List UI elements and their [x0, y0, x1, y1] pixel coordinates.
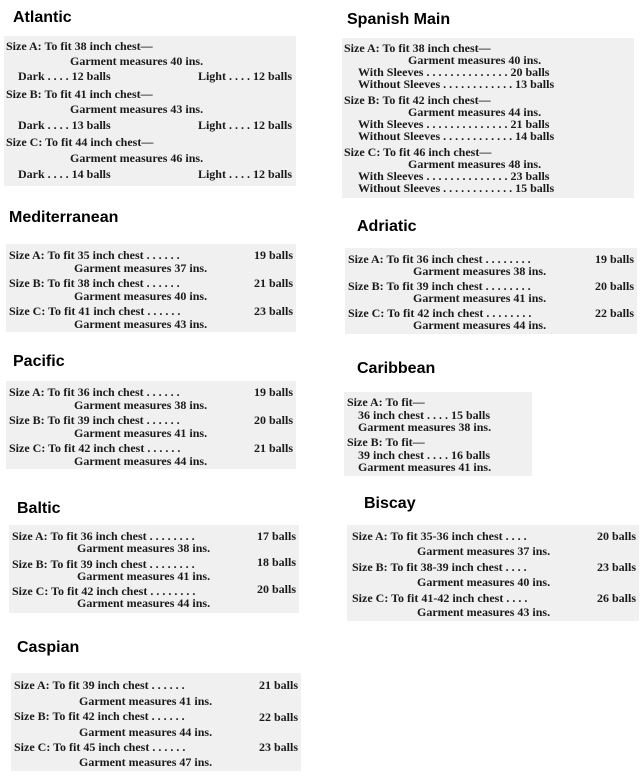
caribbean-size-a-fit: 36 inch chest . . . . 15 balls: [358, 408, 491, 422]
biscay-size-b-measure: Garment measures 40 ins.: [417, 575, 551, 589]
caspian-size-a-fit: Size A: To fit 39 inch chest . . . . . .: [14, 678, 185, 692]
section-title-caspian: Caspian: [17, 639, 80, 656]
mediterranean-size-a-balls: 19 balls: [253, 248, 293, 262]
adriatic-size-a-balls: 19 balls: [594, 252, 634, 266]
baltic-size-c-measure: Garment measures 44 ins.: [77, 596, 211, 610]
atlantic-size-a-measure: Garment measures 40 ins.: [70, 54, 204, 68]
adriatic-size-c-balls: 22 balls: [594, 306, 634, 320]
caspian-size-b-balls: 22 balls: [258, 710, 298, 724]
caspian-size-table: [11, 673, 301, 771]
spanish-main-size-a-without-sleeves: Without Sleeves . . . . . . . . . . . . 13 balls: [358, 77, 555, 91]
caribbean-size-a-measure: Garment measures 38 ins.: [358, 420, 492, 434]
section-title-adriatic: Adriatic: [357, 218, 417, 235]
atlantic-size-b-heading: Size B: To fit 41 inch chest—: [6, 87, 153, 101]
mediterranean-size-a-measure: Garment measures 37 ins.: [74, 261, 208, 275]
adriatic-size-b-fit: Size B: To fit 39 inch chest . . . . . . . .: [348, 279, 531, 293]
pacific-size-b-measure: Garment measures 41 ins.: [74, 426, 208, 440]
atlantic-size-c-dark: Dark . . . . 14 balls: [18, 167, 111, 181]
atlantic-size-a-heading: Size A: To fit 38 inch chest—: [6, 39, 153, 53]
spanish-main-size-a-with-sleeves: With Sleeves . . . . . . . . . . . . . . 20 balls: [358, 65, 550, 79]
mediterranean-size-b-measure: Garment measures 40 ins.: [74, 289, 208, 303]
caribbean-size-table: [344, 392, 532, 476]
spanish-main-size-a-measure: Garment measures 40 ins.: [408, 53, 542, 67]
section-title-spanish-main: Spanish Main: [347, 11, 451, 28]
baltic-size-b-measure: Garment measures 41 ins.: [77, 569, 211, 583]
mediterranean-size-table: [6, 244, 296, 332]
pacific-size-b-fit: Size B: To fit 39 inch chest . . . . . .: [9, 413, 180, 427]
spanish-main-size-a-heading: Size A: To fit 38 inch chest—: [344, 41, 491, 55]
mediterranean-size-b-balls: 21 balls: [253, 276, 293, 290]
section-title-pacific: Pacific: [13, 353, 65, 370]
atlantic-size-c-measure: Garment measures 46 ins.: [70, 151, 204, 165]
baltic-size-table: [9, 525, 299, 613]
caribbean-size-b-measure: Garment measures 41 ins.: [358, 460, 492, 474]
adriatic-size-b-measure: Garment measures 41 ins.: [413, 291, 547, 305]
pacific-size-a-measure: Garment measures 38 ins.: [74, 398, 208, 412]
atlantic-size-table: [4, 36, 296, 186]
mediterranean-size-c-fit: Size C: To fit 41 inch chest . . . . . .: [9, 304, 181, 318]
section-title-biscay: Biscay: [364, 495, 416, 512]
biscay-size-b-fit: Size B: To fit 38-39 inch chest . . . .: [352, 560, 527, 574]
baltic-size-a-balls: 17 balls: [256, 529, 296, 543]
caspian-size-a-balls: 21 balls: [258, 678, 298, 692]
pacific-size-a-fit: Size A: To fit 36 inch chest . . . . . .: [9, 385, 180, 399]
section-title-baltic: Baltic: [17, 500, 61, 517]
caspian-size-b-measure: Garment measures 44 ins.: [79, 725, 213, 739]
biscay-size-table: [347, 525, 639, 621]
mediterranean-size-c-balls: 23 balls: [253, 304, 293, 318]
spanish-main-size-b-with-sleeves: With Sleeves . . . . . . . . . . . . . . 21 balls: [358, 117, 550, 131]
biscay-size-a-fit: Size A: To fit 35-36 inch chest . . . .: [352, 529, 527, 543]
pacific-size-a-balls: 19 balls: [253, 385, 293, 399]
baltic-size-a-measure: Garment measures 38 ins.: [77, 541, 211, 555]
caribbean-size-a-heading: Size A: To fit—: [347, 395, 425, 409]
baltic-size-b-fit: Size B: To fit 39 inch chest . . . . . . . .: [12, 557, 195, 571]
adriatic-size-c-measure: Garment measures 44 ins.: [413, 318, 547, 332]
section-title-atlantic: Atlantic: [13, 9, 72, 26]
pacific-size-c-fit: Size C: To fit 42 inch chest . . . . . .: [9, 441, 181, 455]
mediterranean-size-a-fit: Size A: To fit 35 inch chest . . . . . .: [9, 248, 180, 262]
spanish-main-size-c-measure: Garment measures 48 ins.: [408, 157, 542, 171]
spanish-main-size-c-without-sleeves: Without Sleeves . . . . . . . . . . . . 15 balls: [358, 181, 555, 195]
caspian-size-b-fit: Size B: To fit 42 inch chest . . . . . .: [14, 709, 185, 723]
biscay-size-a-balls: 20 balls: [596, 529, 636, 543]
pacific-size-c-balls: 21 balls: [253, 441, 293, 455]
spanish-main-size-b-without-sleeves: Without Sleeves . . . . . . . . . . . . 14 balls: [358, 129, 555, 143]
adriatic-size-b-balls: 20 balls: [594, 279, 634, 293]
baltic-size-b-balls: 18 balls: [256, 555, 296, 569]
biscay-size-c-balls: 26 balls: [596, 591, 636, 605]
adriatic-size-a-measure: Garment measures 38 ins.: [413, 264, 547, 278]
atlantic-size-c-heading: Size C: To fit 44 inch chest—: [6, 135, 154, 149]
caspian-size-c-fit: Size C: To fit 45 inch chest . . . . . .: [14, 740, 186, 754]
pacific-size-c-measure: Garment measures 44 ins.: [74, 454, 208, 468]
biscay-size-a-measure: Garment measures 37 ins.: [417, 544, 551, 558]
adriatic-size-table: [345, 248, 637, 334]
spanish-main-size-table: [342, 38, 634, 198]
atlantic-size-a-dark: Dark . . . . 12 balls: [18, 69, 111, 83]
spanish-main-size-b-heading: Size B: To fit 42 inch chest—: [344, 93, 491, 107]
atlantic-size-a-light: Light . . . . 12 balls: [197, 69, 292, 83]
caspian-size-c-measure: Garment measures 47 ins.: [79, 755, 213, 769]
atlantic-size-b-measure: Garment measures 43 ins.: [70, 102, 204, 116]
caspian-size-a-measure: Garment measures 41 ins.: [79, 694, 213, 708]
caribbean-size-b-fit: 39 inch chest . . . . 16 balls: [358, 448, 491, 462]
biscay-size-c-measure: Garment measures 43 ins.: [417, 605, 551, 619]
baltic-size-c-fit: Size C: To fit 42 inch chest . . . . . . . .: [12, 584, 196, 598]
atlantic-size-b-light: Light . . . . 12 balls: [197, 118, 292, 132]
spanish-main-size-c-heading: Size C: To fit 46 inch chest—: [344, 145, 492, 159]
baltic-size-c-balls: 20 balls: [256, 582, 296, 596]
baltic-size-a-fit: Size A: To fit 36 inch chest . . . . . . . .: [12, 529, 195, 543]
atlantic-size-c-light: Light . . . . 12 balls: [197, 167, 292, 181]
caspian-size-c-balls: 23 balls: [258, 740, 298, 754]
mediterranean-size-c-measure: Garment measures 43 ins.: [74, 317, 208, 331]
adriatic-size-c-fit: Size C: To fit 42 inch chest . . . . . . . .: [348, 306, 532, 320]
spanish-main-size-b-measure: Garment measures 44 ins.: [408, 105, 542, 119]
biscay-size-c-fit: Size C: To fit 41-42 inch chest . . . .: [352, 591, 528, 605]
biscay-size-b-balls: 23 balls: [596, 560, 636, 574]
section-title-caribbean: Caribbean: [357, 360, 436, 377]
caribbean-size-b-heading: Size B: To fit—: [347, 435, 425, 449]
mediterranean-size-b-fit: Size B: To fit 38 inch chest . . . . . .: [9, 276, 180, 290]
pacific-size-b-balls: 20 balls: [253, 413, 293, 427]
adriatic-size-a-fit: Size A: To fit 36 inch chest . . . . . . . .: [348, 252, 531, 266]
atlantic-size-b-dark: Dark . . . . 13 balls: [18, 118, 111, 132]
spanish-main-size-c-with-sleeves: With Sleeves . . . . . . . . . . . . . . 23 balls: [358, 169, 550, 183]
pacific-size-table: [6, 381, 296, 469]
section-title-mediterranean: Mediterranean: [9, 209, 119, 226]
